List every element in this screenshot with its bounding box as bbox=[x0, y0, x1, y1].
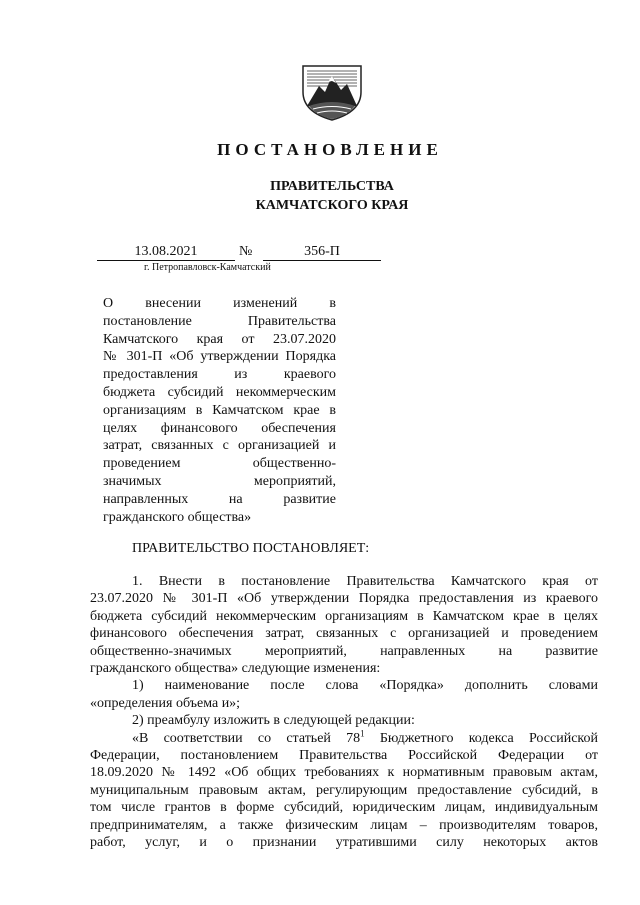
body-line: финансового обеспечения затрат, связанных с организацией и проведением bbox=[90, 626, 598, 642]
document-subject bbox=[103, 295, 336, 526]
issuer-line-1: ПРАВИТЕЛЬСТВА bbox=[270, 179, 394, 194]
footnote-superscript: 1 bbox=[360, 728, 365, 738]
body-line: 1) наименование после слова «Порядка» дополнить словами bbox=[132, 678, 598, 694]
subject-line: предоставления из краевого bbox=[103, 367, 336, 383]
body-line: гражданского общества» следующие изменения: bbox=[90, 661, 381, 677]
subject-line: организациям в Камчатском крае в bbox=[103, 402, 336, 418]
document-number: 356-П bbox=[263, 244, 381, 261]
body-line: бюджета субсидий некоммерческим организациям в Камчатском крае в целях bbox=[90, 608, 598, 624]
subject-line: целях финансового обеспечения bbox=[103, 420, 336, 436]
subject-line: затрат, связанных с организацией и bbox=[103, 438, 336, 454]
body-fragment: Бюджетного кодекса Российской bbox=[364, 730, 598, 746]
subject-line: Камчатского края от 23.07.2020 bbox=[103, 331, 336, 347]
body-line: общественно-значимых мероприятий, направленных на развитие bbox=[90, 643, 598, 659]
body-line bbox=[90, 730, 598, 747]
body-line: 2) преамбулу изложить в следующей редакции: bbox=[132, 713, 415, 729]
body-line: 1. Внести в постановление Правительства Камчатского края от bbox=[132, 574, 598, 589]
document-body bbox=[90, 573, 598, 852]
subject-line: направленных на развитие bbox=[103, 491, 336, 507]
subject-line: проведением общественно- bbox=[103, 456, 336, 472]
body-line: муниципальным правовым актам, регулирующим предоставление субсидий, в bbox=[90, 782, 598, 798]
subject-line: постановление Правительства bbox=[103, 313, 336, 329]
body-line: 23.07.2020 № 301-П «Об утверждении Порядка предоставления из краевого bbox=[90, 591, 598, 607]
subject-line: бюджета субсидий некоммерческим bbox=[103, 384, 336, 400]
subject-line: значимых мероприятий, bbox=[103, 473, 336, 489]
body-line: работ, услуг, и о признании утратившими силу некоторых актов bbox=[90, 835, 598, 851]
decree-statement: ПРАВИТЕЛЬСТВО ПОСТАНОВЛЯЕТ: bbox=[132, 541, 370, 556]
issuer-line-2: КАМЧАТСКОГО КРАЯ bbox=[255, 198, 409, 213]
body-fragment: «В соответствии со статьей 78 bbox=[132, 730, 361, 746]
body-line: Федерации, постановлением Правительства Российской Федерации от bbox=[90, 748, 598, 764]
body-line: «определения объема и»; bbox=[90, 695, 241, 711]
document-date: 13.08.2021 bbox=[97, 244, 235, 261]
subject-line: О внесении изменений в bbox=[103, 296, 336, 311]
kamchatka-coat-of-arms-icon bbox=[297, 62, 367, 122]
subject-line: гражданского общества» bbox=[103, 509, 252, 525]
number-label: № bbox=[239, 244, 253, 259]
city-label: г. Петропавловск-Камчатский bbox=[144, 262, 271, 273]
document-title: ПОСТАНОВЛЕНИЕ bbox=[217, 140, 443, 159]
body-line: том числе грантов в форме субсидий, юридическим лицам, индивидуальным bbox=[90, 800, 598, 816]
subject-line: № 301-П «Об утверждении Порядка bbox=[103, 349, 336, 365]
body-line: предпринимателям, а также физическим лицам – производителям товаров, bbox=[90, 817, 598, 833]
body-line: 18.09.2020 № 1492 «Об общих требованиях к нормативным правовым актам, bbox=[90, 765, 598, 781]
